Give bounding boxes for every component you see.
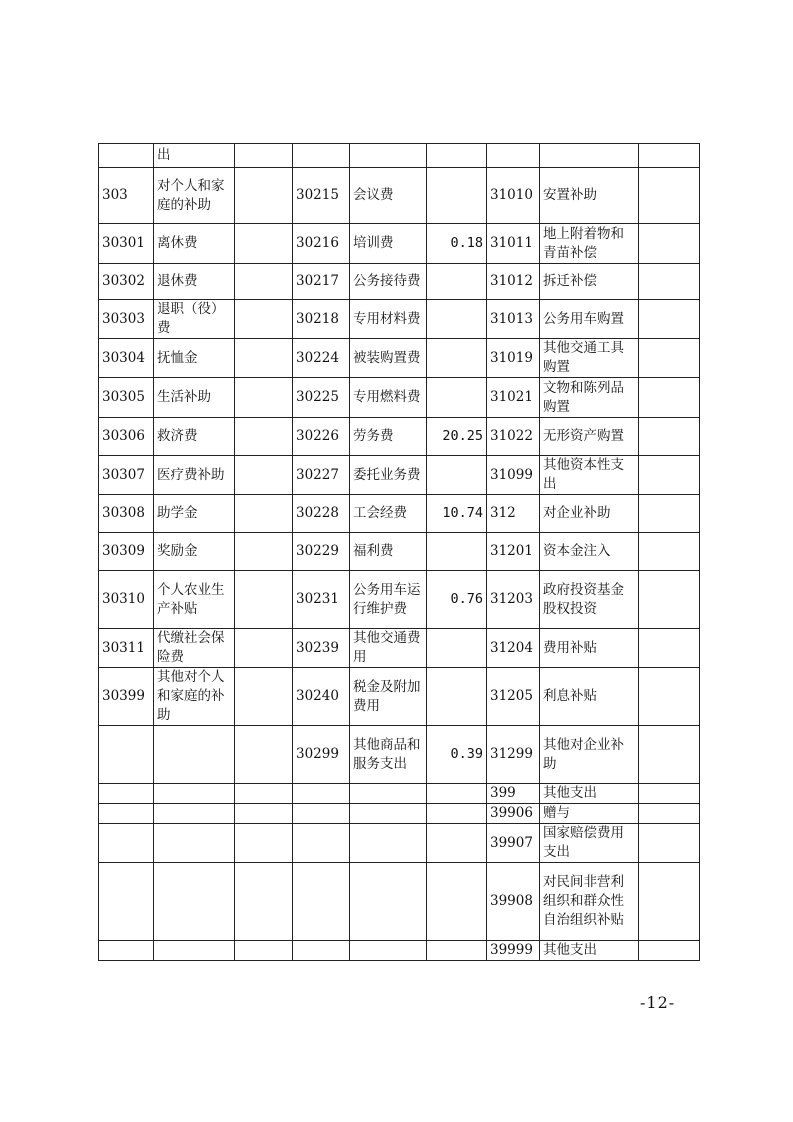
amount-cell [235,378,293,418]
code-cell: 30309 [99,533,154,571]
item-name-cell: 抚恤金 [154,339,235,378]
amount-cell [427,264,487,300]
amount-cell [639,300,700,339]
code-cell: 303 [99,168,154,224]
amount-cell [235,941,293,961]
table-row [99,144,700,168]
code-cell [487,144,540,168]
amount-cell [427,144,487,168]
code-cell: 30299 [293,726,350,784]
code-cell: 31012 [487,264,540,300]
code-cell: 31299 [487,726,540,784]
table-row [99,629,700,668]
table-row [99,264,700,300]
amount-cell [427,168,487,224]
code-cell: 30239 [293,629,350,668]
amount-cell [639,726,700,784]
amount-cell [235,533,293,571]
amount-cell [639,144,700,168]
amount-cell [235,804,293,824]
code-cell: 30216 [293,224,350,264]
code-cell: 30307 [99,456,154,495]
item-name-cell [540,144,639,168]
amount-cell [639,264,700,300]
amount-cell [639,418,700,456]
amount-cell [235,668,293,726]
table-row [99,863,700,941]
code-cell: 30301 [99,224,154,264]
code-cell: 30229 [293,533,350,571]
amount-cell [427,668,487,726]
amount-cell [235,571,293,629]
code-cell: 30303 [99,300,154,339]
code-cell: 31205 [487,668,540,726]
table-row [99,224,700,264]
amount-cell [639,941,700,961]
code-cell [99,726,154,784]
code-cell: 31013 [487,300,540,339]
item-name-cell: 其他资本性支出 [540,456,639,495]
code-cell [293,863,350,941]
code-cell: 39907 [487,824,540,863]
item-name-cell: 对民间非营利组织和群众性自治组织补贴 [540,863,639,941]
item-name-cell [350,804,427,824]
code-cell: 30310 [99,571,154,629]
code-cell: 30302 [99,264,154,300]
item-name-cell: 其他对个人和家庭的补助 [154,668,235,726]
table-row [99,339,700,378]
table-row [99,784,700,804]
amount-cell [235,168,293,224]
item-name-cell: 培训费 [350,224,427,264]
item-name-cell: 政府投资基金股权投资 [540,571,639,629]
amount-cell [639,804,700,824]
code-cell: 39906 [487,804,540,824]
amount-cell [235,629,293,668]
code-cell [99,941,154,961]
code-cell [293,941,350,961]
item-name-cell [350,144,427,168]
item-name-cell: 费用补贴 [540,629,639,668]
item-name-cell [350,824,427,863]
item-name-cell: 委托业务费 [350,456,427,495]
item-name-cell: 安置补助 [540,168,639,224]
code-cell [99,863,154,941]
amount-cell [235,224,293,264]
item-name-cell: 拆迁补偿 [540,264,639,300]
amount-cell [235,824,293,863]
amount-cell [427,629,487,668]
amount-cell [235,456,293,495]
amount-cell [427,804,487,824]
item-name-cell: 其他交通工具购置 [540,339,639,378]
item-name-cell: 其他交通费用 [350,629,427,668]
table-row [99,824,700,863]
item-name-cell: 公务接待费 [350,264,427,300]
amount-cell [235,495,293,533]
code-cell: 30308 [99,495,154,533]
code-cell: 31010 [487,168,540,224]
item-name-cell: 福利费 [350,533,427,571]
code-cell [99,804,154,824]
amount-cell [427,824,487,863]
item-name-cell: 工会经费 [350,495,427,533]
code-cell: 30304 [99,339,154,378]
code-cell: 30226 [293,418,350,456]
table-row [99,804,700,824]
amount-cell: 0.18 [427,224,487,264]
code-cell: 312 [487,495,540,533]
item-name-cell: 被装购置费 [350,339,427,378]
code-cell: 30228 [293,495,350,533]
code-cell: 30218 [293,300,350,339]
item-name-cell: 奖励金 [154,533,235,571]
code-cell [99,144,154,168]
amount-cell [639,456,700,495]
table-row [99,571,700,629]
amount-cell [235,300,293,339]
budget-classification-table [98,143,700,961]
code-cell [293,804,350,824]
code-cell: 31019 [487,339,540,378]
code-cell: 30305 [99,378,154,418]
amount-cell [427,941,487,961]
code-cell [293,144,350,168]
code-cell: 30224 [293,339,350,378]
amount-cell [235,144,293,168]
item-name-cell: 离休费 [154,224,235,264]
item-name-cell: 资本金注入 [540,533,639,571]
code-cell: 31011 [487,224,540,264]
code-cell: 31204 [487,629,540,668]
item-name-cell: 专用燃料费 [350,378,427,418]
item-name-cell: 退职（役）费 [154,300,235,339]
item-name-cell: 利息补贴 [540,668,639,726]
item-name-cell [154,863,235,941]
item-name-cell: 劳务费 [350,418,427,456]
amount-cell: 0.76 [427,571,487,629]
amount-cell [235,726,293,784]
amount-cell [235,339,293,378]
table-row [99,168,700,224]
amount-cell [639,339,700,378]
item-name-cell [350,784,427,804]
code-cell: 30227 [293,456,350,495]
amount-cell [639,224,700,264]
item-name-cell: 国家赔偿费用支出 [540,824,639,863]
amount-cell [639,168,700,224]
amount-cell [639,784,700,804]
item-name-cell: 其他支出 [540,784,639,804]
table-row [99,300,700,339]
item-name-cell: 其他对企业补助 [540,726,639,784]
table-row [99,533,700,571]
item-name-cell: 生活补助 [154,378,235,418]
item-name-cell: 代缴社会保险费 [154,629,235,668]
item-name-cell: 无形资产购置 [540,418,639,456]
table-row [99,495,700,533]
item-name-cell: 公务用车运行维护费 [350,571,427,629]
code-cell: 31203 [487,571,540,629]
code-cell: 30306 [99,418,154,456]
item-name-cell: 救济费 [154,418,235,456]
code-cell: 30311 [99,629,154,668]
code-cell: 31099 [487,456,540,495]
code-cell: 31201 [487,533,540,571]
item-name-cell: 退休费 [154,264,235,300]
code-cell: 39999 [487,941,540,961]
item-name-cell: 公务用车购置 [540,300,639,339]
item-name-cell: 出 [154,144,235,168]
amount-cell [427,456,487,495]
code-cell: 30240 [293,668,350,726]
amount-cell [427,533,487,571]
item-name-cell: 对个人和家庭的补助 [154,168,235,224]
amount-cell [235,418,293,456]
code-cell: 39908 [487,863,540,941]
amount-cell [235,863,293,941]
code-cell: 31021 [487,378,540,418]
item-name-cell: 专用材料费 [350,300,427,339]
item-name-cell [350,863,427,941]
item-name-cell [154,941,235,961]
amount-cell [235,264,293,300]
code-cell [99,784,154,804]
amount-cell [427,863,487,941]
table-row [99,418,700,456]
item-name-cell: 地上附着物和青苗补偿 [540,224,639,264]
amount-cell [427,784,487,804]
item-name-cell: 助学金 [154,495,235,533]
code-cell: 31022 [487,418,540,456]
code-cell: 30231 [293,571,350,629]
amount-cell [639,863,700,941]
amount-cell [639,378,700,418]
amount-cell [235,784,293,804]
item-name-cell [154,784,235,804]
amount-cell: 20.25 [427,418,487,456]
table-row [99,941,700,961]
code-cell: 30215 [293,168,350,224]
item-name-cell [154,824,235,863]
amount-cell: 0.39 [427,726,487,784]
amount-cell [639,824,700,863]
table-row [99,378,700,418]
code-cell [293,824,350,863]
amount-cell [639,571,700,629]
item-name-cell: 会议费 [350,168,427,224]
code-cell: 399 [487,784,540,804]
item-name-cell: 医疗费补助 [154,456,235,495]
amount-cell [639,629,700,668]
item-name-cell: 其他支出 [540,941,639,961]
item-name-cell: 税金及附加费用 [350,668,427,726]
item-name-cell: 赠与 [540,804,639,824]
item-name-cell [154,804,235,824]
amount-cell [639,533,700,571]
table-row [99,668,700,726]
amount-cell [427,378,487,418]
page-number: -12- [640,993,676,1012]
item-name-cell: 个人农业生产补贴 [154,571,235,629]
table-row [99,456,700,495]
code-cell: 30217 [293,264,350,300]
code-cell: 30399 [99,668,154,726]
amount-cell [427,339,487,378]
amount-cell [639,668,700,726]
item-name-cell [154,726,235,784]
item-name-cell: 文物和陈列品购置 [540,378,639,418]
item-name-cell [350,941,427,961]
table-row [99,726,700,784]
item-name-cell: 对企业补助 [540,495,639,533]
code-cell: 30225 [293,378,350,418]
code-cell [293,784,350,804]
amount-cell [639,495,700,533]
code-cell [99,824,154,863]
item-name-cell: 其他商品和服务支出 [350,726,427,784]
amount-cell [427,300,487,339]
amount-cell: 10.74 [427,495,487,533]
